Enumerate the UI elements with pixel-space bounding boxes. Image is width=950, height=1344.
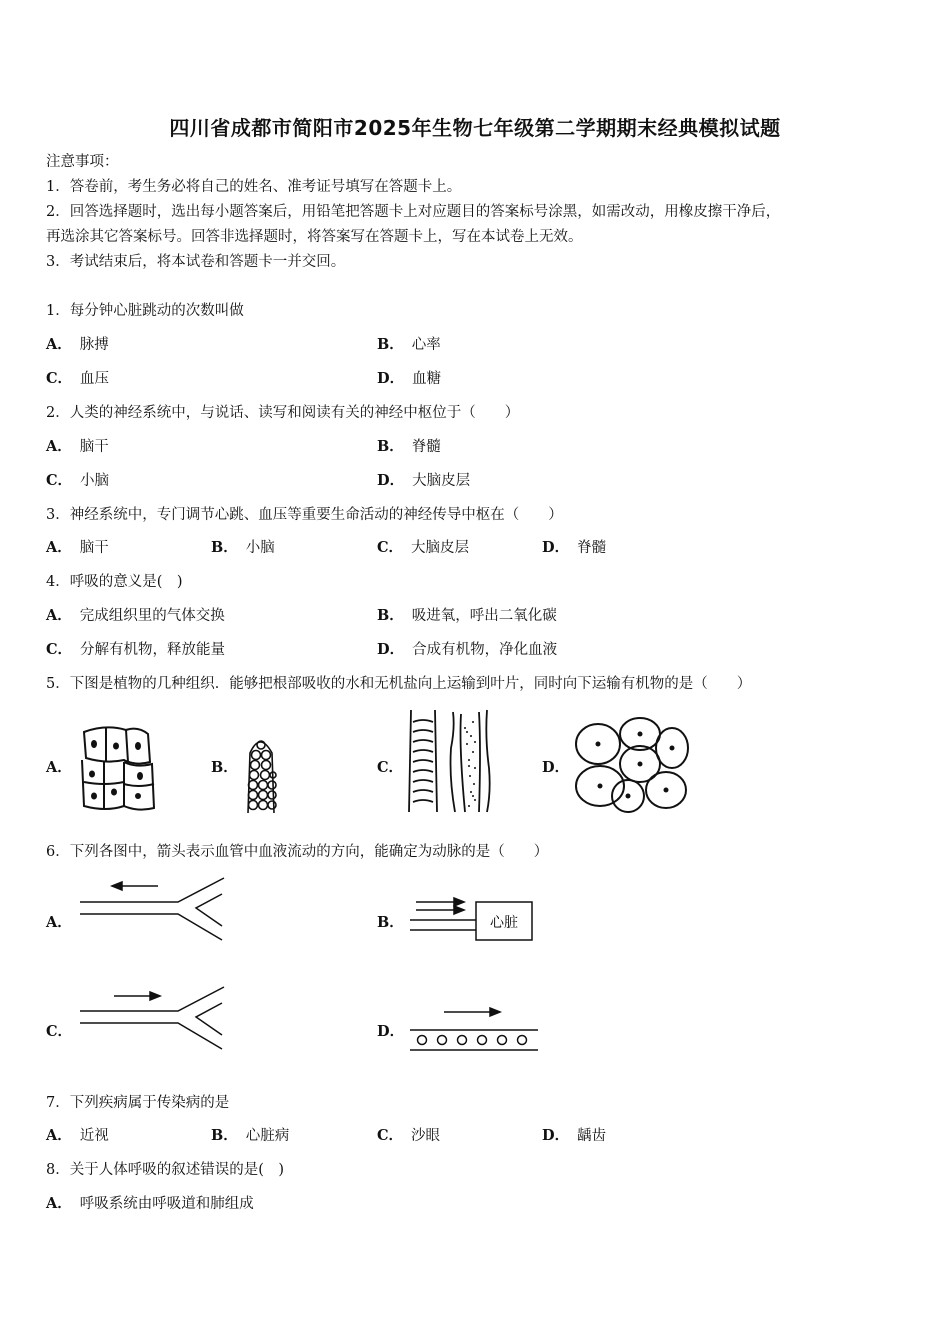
option-text: 龋齿 xyxy=(577,1128,607,1144)
option-key: A． xyxy=(46,1127,72,1144)
notice-item: 3．考试结束后，将本试卷和答题卡一并交回。 xyxy=(46,254,346,270)
vessel-a-figure xyxy=(76,876,228,942)
option-7d[interactable] xyxy=(542,1126,606,1146)
option-text: 近视 xyxy=(79,1128,109,1144)
heart-label: 心脏 xyxy=(490,915,518,931)
option-key: A． xyxy=(46,759,72,776)
option-7b[interactable] xyxy=(211,1126,289,1146)
vessel-d-figure xyxy=(408,1004,542,1054)
option-text: 沙眼 xyxy=(411,1128,441,1144)
option-text: 心率 xyxy=(411,337,441,353)
option-text: 小脑 xyxy=(245,540,275,556)
option-4b[interactable] xyxy=(377,606,557,626)
option-text: 脊髓 xyxy=(577,540,607,556)
option-text: 心脏病 xyxy=(245,1128,290,1144)
tissue-a-figure xyxy=(76,722,166,814)
option-key: B． xyxy=(211,759,238,776)
option-key: B． xyxy=(211,539,238,556)
option-text: 呼吸系统由呼吸道和肺组成 xyxy=(79,1196,254,1212)
option-7a[interactable] xyxy=(46,1126,109,1146)
option-key: C． xyxy=(46,472,73,489)
tissue-d-figure xyxy=(570,714,692,816)
option-key: D． xyxy=(377,370,405,387)
vessel-b-figure xyxy=(408,896,536,942)
notice-item: 2．回答选择题时，选出每小题答案后，用铅笔把答题卡上对应题目的答案标号涂黑，如需改动，用橡皮擦干净后， xyxy=(46,204,781,220)
option-1b[interactable] xyxy=(377,335,441,355)
option-text: 完成组织里的气体交换 xyxy=(79,608,225,624)
option-text: 血压 xyxy=(80,371,110,387)
option-4d[interactable] xyxy=(377,640,557,660)
option-3b[interactable] xyxy=(211,538,275,558)
option-6d[interactable] xyxy=(377,1022,412,1042)
option-6c[interactable] xyxy=(46,1022,80,1042)
option-2c[interactable] xyxy=(46,471,109,491)
option-key: C． xyxy=(46,641,73,658)
option-2d[interactable] xyxy=(377,471,470,491)
option-4a[interactable] xyxy=(46,606,225,626)
option-key: A． xyxy=(46,1195,72,1212)
tissue-c-figure xyxy=(403,708,495,816)
vessel-c-figure xyxy=(76,985,228,1051)
option-text: 脉搏 xyxy=(79,337,109,353)
option-key: A． xyxy=(46,914,72,931)
option-1c[interactable] xyxy=(46,369,109,389)
option-2b[interactable] xyxy=(377,437,441,457)
option-key: C． xyxy=(46,1023,73,1040)
option-key: A． xyxy=(46,336,72,353)
question-stem-5: 5．下图是植物的几种组织．能够把根部吸收的水和无机盐向上运输到叶片，同时向下运输有机物的是（ ） xyxy=(46,676,752,692)
option-text: 脑干 xyxy=(79,439,109,455)
option-6a[interactable] xyxy=(46,913,80,933)
option-1a[interactable] xyxy=(46,335,109,355)
option-key: B． xyxy=(377,438,404,455)
option-key: D． xyxy=(542,759,570,776)
option-text: 大脑皮层 xyxy=(412,473,471,489)
option-key: A． xyxy=(46,539,72,556)
option-3c[interactable] xyxy=(377,538,469,558)
option-key: D． xyxy=(542,539,570,556)
notice-item: 1．答卷前，考生务必将自己的姓名、准考证号填写在答题卡上。 xyxy=(46,179,462,195)
option-5a[interactable] xyxy=(46,758,80,778)
option-key: D． xyxy=(377,472,405,489)
question-stem-3: 3．神经系统中，专门调节心跳、血压等重要生命活动的神经传导中枢在（ ） xyxy=(46,507,563,523)
notice-heading: 注意事项： xyxy=(46,154,119,170)
option-key: C． xyxy=(377,759,404,776)
option-text: 分解有机物，释放能量 xyxy=(80,642,226,658)
option-key: B． xyxy=(211,1127,238,1144)
option-key: C． xyxy=(377,1127,404,1144)
question-stem-4: 4．呼吸的意义是( ) xyxy=(46,574,183,590)
option-key: D． xyxy=(377,641,405,658)
option-text: 血糖 xyxy=(412,371,442,387)
option-text: 吸进氧，呼出二氧化碳 xyxy=(411,608,557,624)
option-key: D． xyxy=(377,1023,405,1040)
option-2a[interactable] xyxy=(46,437,109,457)
option-key: D． xyxy=(542,1127,570,1144)
question-stem-7: 7．下列疾病属于传染病的是 xyxy=(46,1095,230,1111)
option-text: 大脑皮层 xyxy=(411,540,470,556)
question-stem-2: 2．人类的神经系统中，与说话、读写和阅读有关的神经中枢位于（ ） xyxy=(46,405,520,421)
question-stem-6: 6．下列各图中，箭头表示血管中血液流动的方向，能确定为动脉的是（ ） xyxy=(46,844,549,860)
tissue-b-figure xyxy=(238,733,284,815)
notice-item: 再选涂其它答案标号。回答非选择题时，将答案写在答题卡上，写在本试卷上无效。 xyxy=(46,229,583,245)
option-1d[interactable] xyxy=(377,369,441,389)
option-key: B． xyxy=(377,607,404,624)
option-text: 合成有机物，净化血液 xyxy=(412,642,558,658)
option-key: B． xyxy=(377,914,404,931)
option-key: C． xyxy=(46,370,73,387)
option-6b[interactable] xyxy=(377,913,412,933)
option-text: 脊髓 xyxy=(411,439,441,455)
option-4c[interactable] xyxy=(46,640,225,660)
option-3a[interactable] xyxy=(46,538,109,558)
question-stem-8: 8．关于人体呼吸的叙述错误的是( ) xyxy=(46,1162,285,1178)
option-key: B． xyxy=(377,336,404,353)
question-stem-1: 1．每分钟心脏跳动的次数叫做 xyxy=(46,303,244,319)
option-text: 脑干 xyxy=(79,540,109,556)
option-text: 小脑 xyxy=(80,473,110,489)
option-3d[interactable] xyxy=(542,538,606,558)
option-8a[interactable] xyxy=(46,1194,254,1214)
option-key: A． xyxy=(46,607,72,624)
option-7c[interactable] xyxy=(377,1126,440,1146)
option-key: A． xyxy=(46,438,72,455)
page-title: 四川省成都市简阳市2025年生物七年级第二学期期末经典模拟试题 xyxy=(169,116,781,140)
option-key: C． xyxy=(377,539,404,556)
